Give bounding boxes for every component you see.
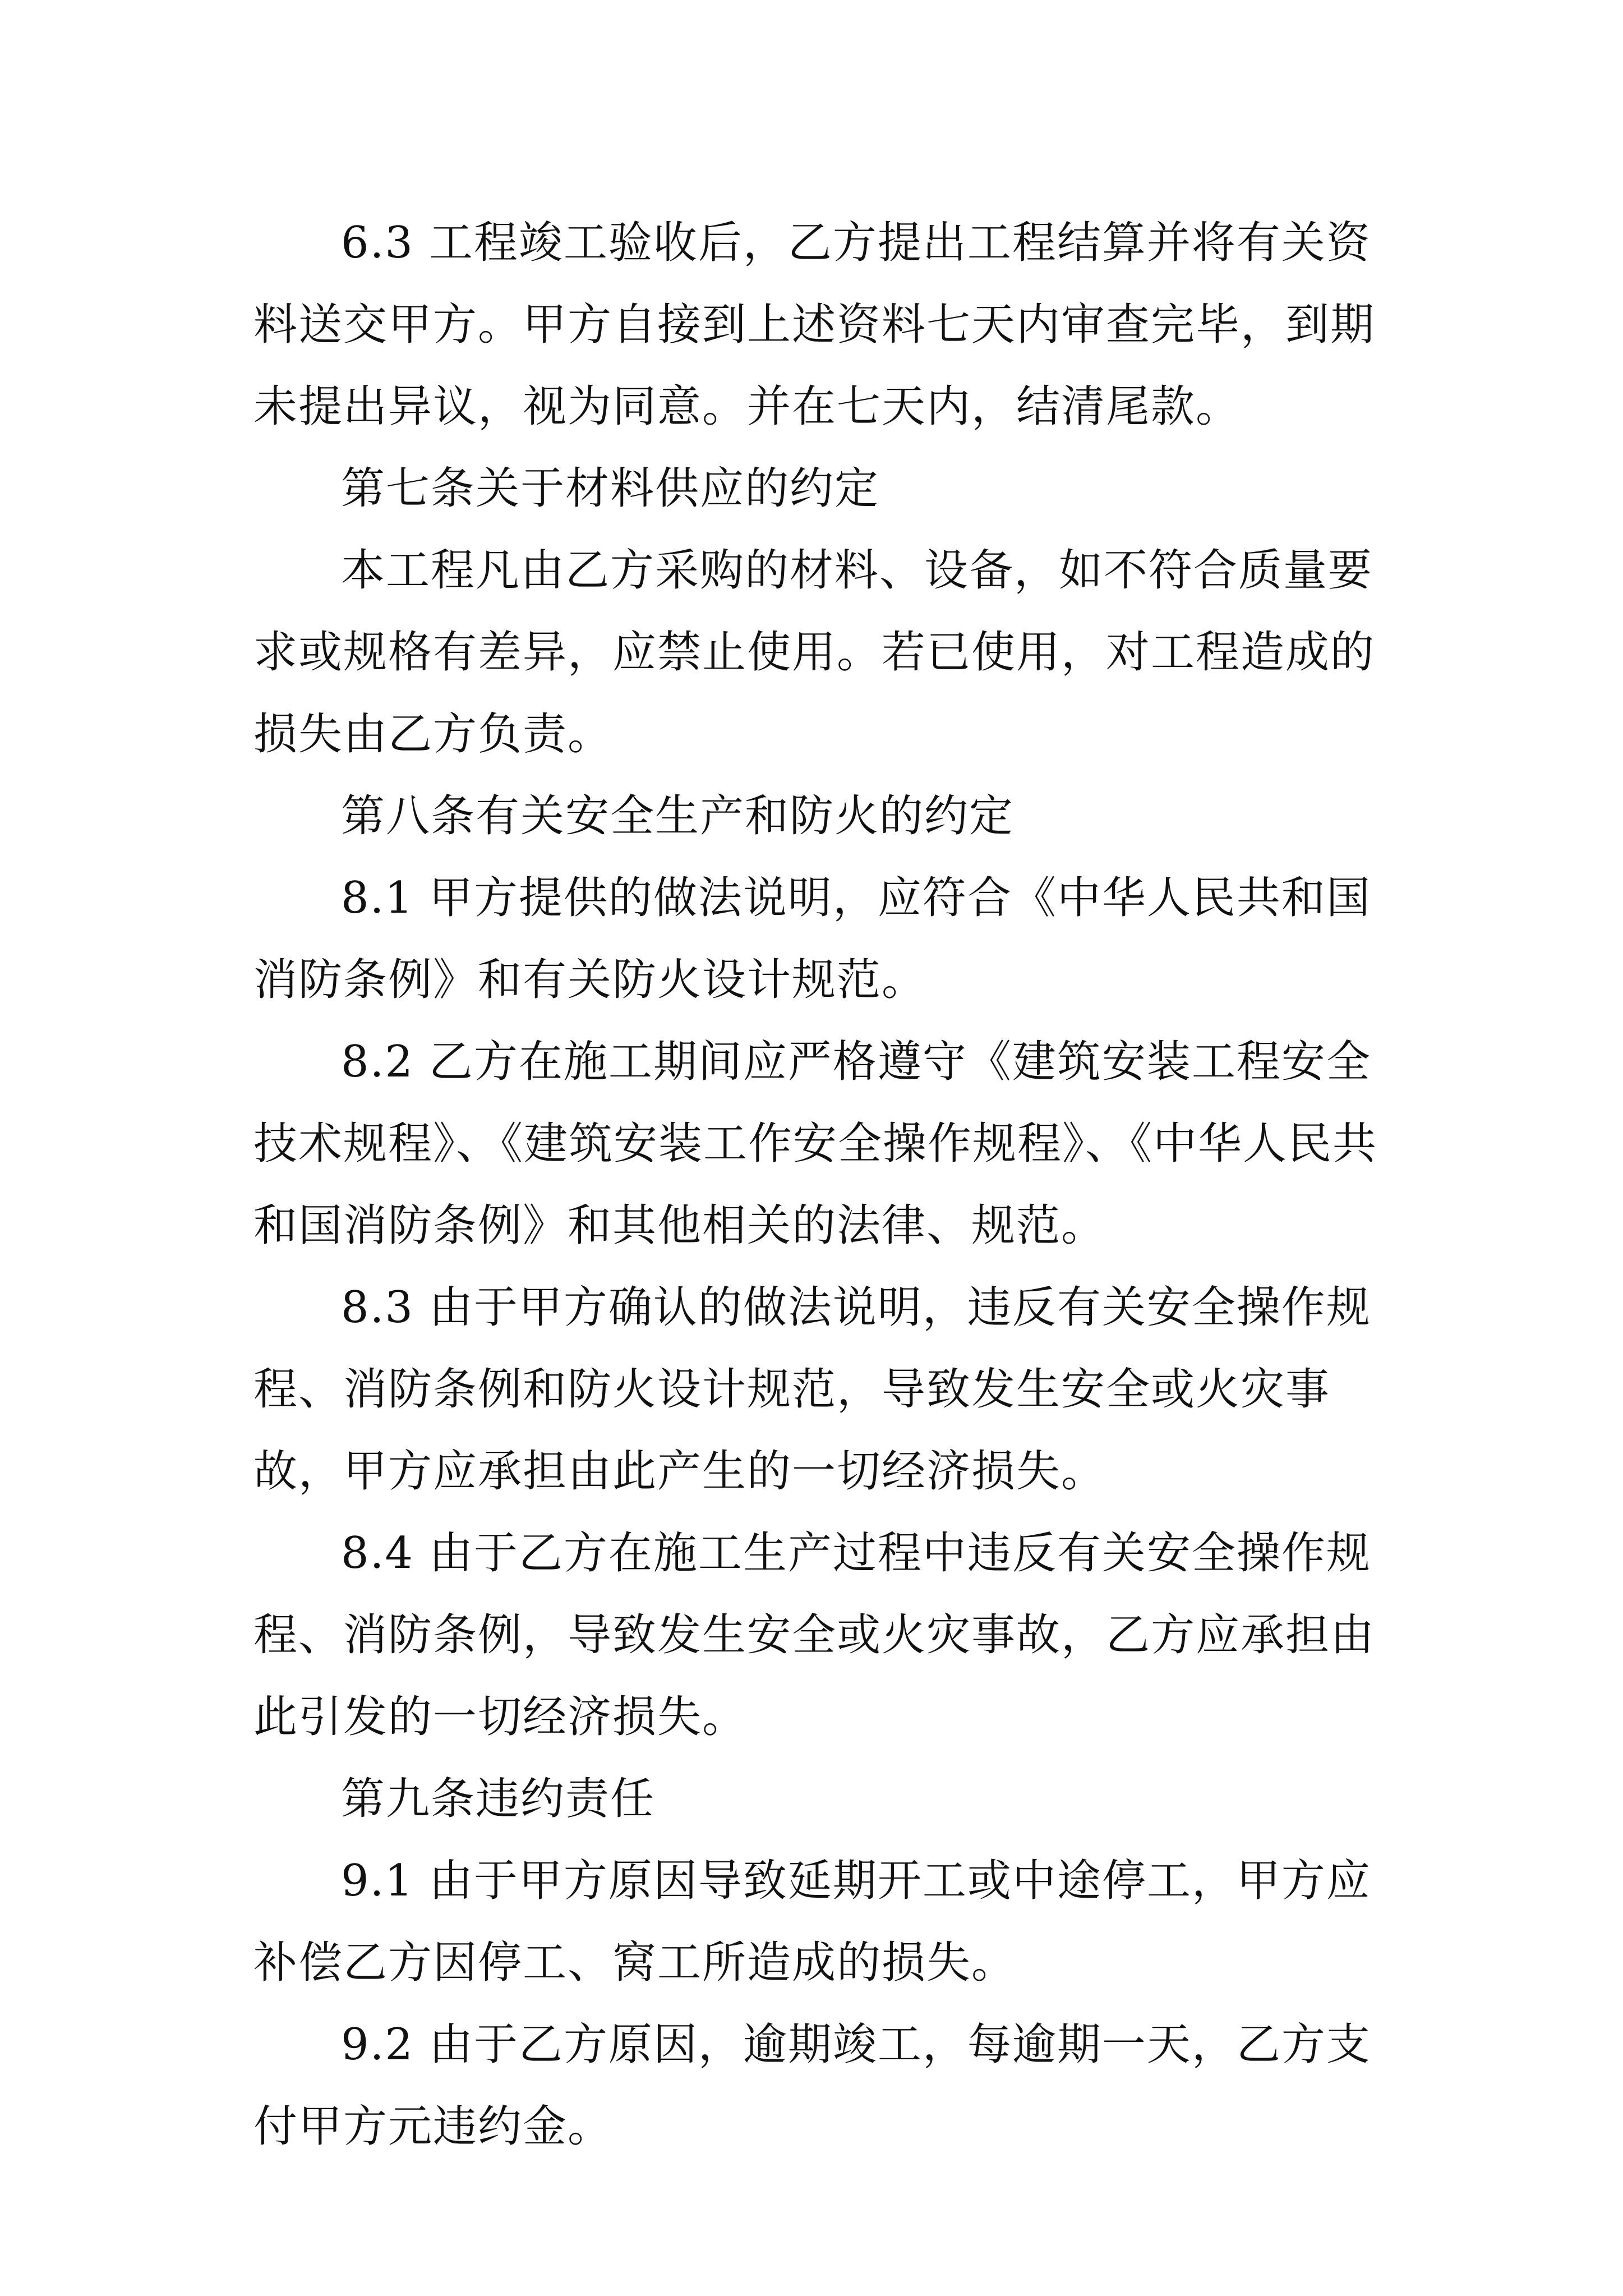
article-9-heading: 第九条违约责任 — [341, 1774, 656, 1824]
clause-8-3: 8.3 由于甲方确认的做法说明，违反有关安全操作规程、消防条例和防火设计规范，导致发生安全或火灾事故，甲方应承担由此产生的一切经济损失。 — [253, 1282, 1371, 1497]
clause-9-1: 9.1 由于甲方原因导致延期开工或中途停工，甲方应补偿乙方因停工、窝工所造成的损失。 — [253, 1856, 1371, 1988]
article-7-text: 本工程凡由乙方采购的材料、设备，如不符合质量要求或规格有差异，应禁止使用。若已使用，对工程造成的损失由乙方负责。 — [253, 545, 1376, 760]
article-8-heading: 第八条有关安全生产和防火的约定 — [341, 791, 1015, 841]
clause-8-1: 8.1 甲方提供的做法说明，应符合《中华人民共和国消防条例》和有关防火设计规范。 — [253, 873, 1371, 1005]
clause-6-3: 6.3 工程竣工验收后，乙方提出工程结算并将有关资料送交甲方。甲方自接到上述资料七天内审查完毕，到期未提出异议，视为同意。并在七天内，结清尾款。 — [253, 218, 1376, 432]
clause-9-2: 9.2 由于乙方原因，逾期竣工，每逾期一天，乙方支付甲方元违约金。 — [253, 2019, 1371, 2152]
clause-8-2: 8.2 乙方在施工期间应严格遵守《建筑安装工程安全技术规程》、《建筑安装工作安全操作规程》、《中华人民共和国消防条例》和其他相关的法律、规范。 — [253, 1037, 1378, 1251]
document-body — [253, 202, 1403, 2168]
clause-8-4: 8.4 由于乙方在施工生产过程中违反有关安全操作规程、消防条例，导致发生安全或火灾事故，乙方应承担由此引发的一切经济损失。 — [253, 1528, 1376, 1742]
article-7-heading: 第七条关于材料供应的约定 — [341, 463, 880, 514]
